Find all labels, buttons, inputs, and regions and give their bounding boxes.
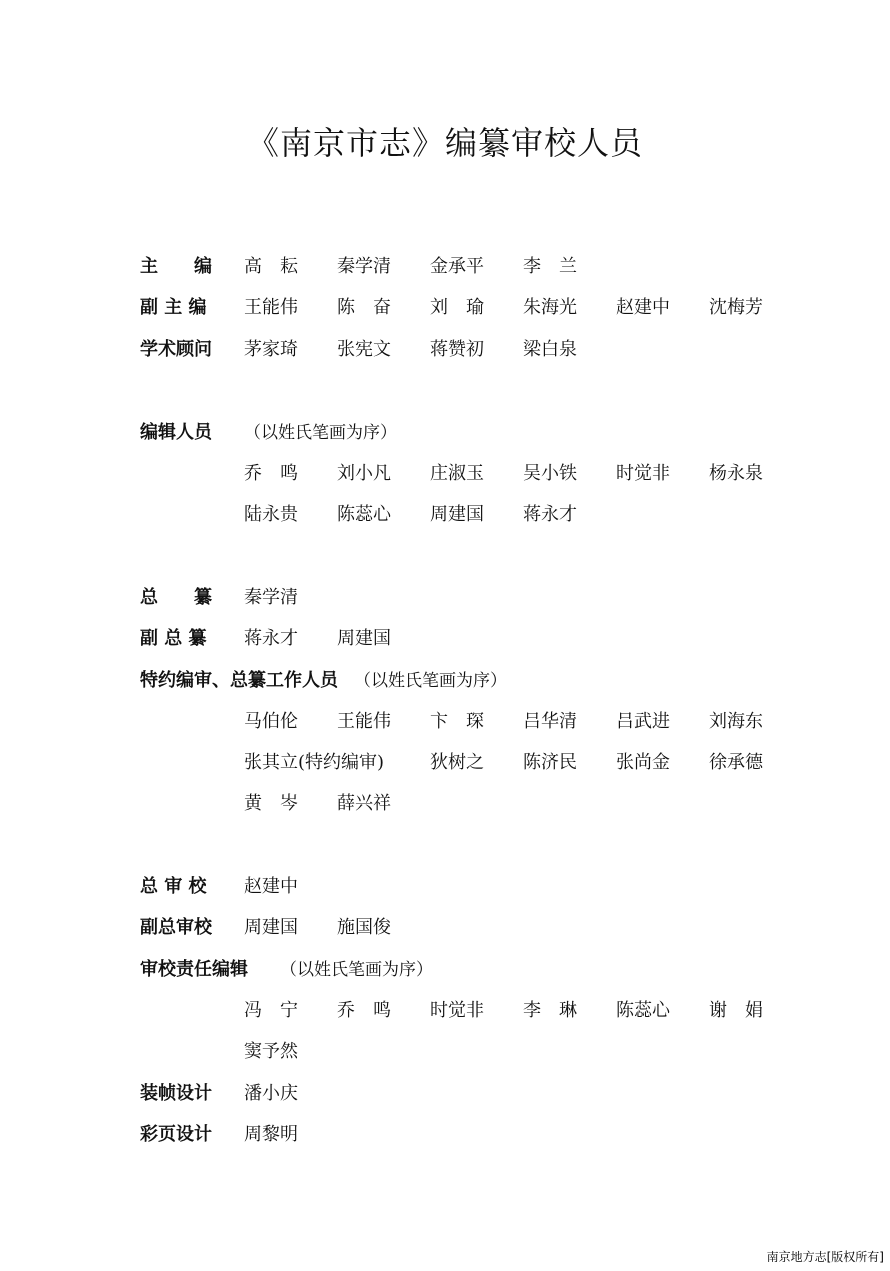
person-name: 黄 岑 [244, 793, 298, 814]
person-name: 陈济民 [523, 752, 577, 773]
person-name: 吴小铁 [523, 463, 577, 484]
person-name: 时觉非 [430, 1000, 484, 1021]
person-name: 卞 琛 [430, 711, 484, 732]
binding-design-label: 装帧设计 [140, 1083, 212, 1104]
person-name: 窦予然 [244, 1041, 298, 1062]
person-name: 金承平 [430, 256, 484, 277]
person-name: 蒋赞初 [430, 339, 484, 360]
proofreading-editors-row-2 [244, 1037, 337, 1067]
special-editors-row-1 [244, 707, 802, 737]
academic-advisors-label: 学术顾问 [140, 339, 212, 360]
person-name: 吕武进 [616, 711, 670, 732]
special-editors-header-row [140, 666, 507, 696]
person-name: 茅家琦 [244, 339, 298, 360]
chief-editors-label: 主 编 [140, 256, 212, 277]
person-name: 蒋永才 [244, 628, 298, 649]
person-name: 吕华清 [523, 711, 577, 732]
person-name: 梁白泉 [523, 339, 577, 360]
proofreading-editors-row-1 [244, 996, 802, 1026]
proofreading-editors-label: 审校责任编辑 [140, 959, 248, 980]
person-name: 高 耘 [244, 256, 298, 277]
color-page-design-label: 彩页设计 [140, 1124, 212, 1145]
editors-row-1 [244, 459, 802, 489]
person-name: 周建国 [337, 628, 391, 649]
person-name: 张尚金 [616, 752, 670, 773]
person-name: 张其立(特约编审) [244, 752, 385, 773]
person-name: 狄树之 [430, 752, 484, 773]
deputy-chief-proofreader-row [140, 913, 430, 943]
proofreading-editors-header-row [140, 955, 433, 985]
person-name: 周建国 [244, 917, 298, 938]
person-name: 马伯伦 [244, 711, 298, 732]
person-name: 秦学清 [244, 587, 298, 608]
page-title: 《南京市志》编纂审校人员 [246, 124, 643, 162]
person-name: 杨永泉 [709, 463, 763, 484]
person-name: 陈 奋 [337, 297, 391, 318]
general-compiler-label: 总 纂 [140, 587, 212, 608]
person-name: 薛兴祥 [337, 793, 391, 814]
person-name: 王能伟 [244, 297, 298, 318]
order-note: （以姓氏笔画为序） [354, 671, 507, 691]
person-name: 张宪文 [337, 339, 391, 360]
person-name: 乔 鸣 [337, 1000, 391, 1021]
person-name: 陈蕊心 [337, 504, 391, 525]
person-name: 王能伟 [337, 711, 391, 732]
person-name: 沈梅芳 [709, 297, 763, 318]
person-name: 时觉非 [616, 463, 670, 484]
deputy-general-compiler-row [140, 624, 430, 654]
person-name: 秦学清 [337, 256, 391, 277]
chief-proofreader-label: 总 审 校 [140, 876, 207, 897]
color-page-design-row [140, 1120, 337, 1150]
order-note: （以姓氏笔画为序） [280, 960, 433, 980]
editors-label: 编辑人员 [140, 422, 212, 443]
chief-proofreader-row [140, 872, 337, 902]
person-name: 周建国 [430, 504, 484, 525]
person-name: 陆永贵 [244, 504, 298, 525]
person-name: 李 兰 [523, 256, 577, 277]
order-note: （以姓氏笔画为序） [244, 423, 397, 443]
binding-design-row [140, 1079, 337, 1109]
person-name: 施国俊 [337, 917, 391, 938]
person-name: 刘海东 [709, 711, 763, 732]
deputy-general-compiler-label: 副 总 纂 [140, 628, 207, 649]
person-name: 冯 宁 [244, 1000, 298, 1021]
special-editors-row-2 [244, 748, 802, 778]
person-name: 谢 娟 [709, 1000, 763, 1021]
special-editors-label: 特约编审、总纂工作人员 [140, 670, 338, 691]
chief-editors-row [140, 252, 616, 282]
editors-header-row [140, 418, 397, 448]
special-editors-row-3 [244, 789, 430, 819]
editors-row-2 [244, 500, 616, 530]
general-compiler-row [140, 583, 337, 613]
person-name: 乔 鸣 [244, 463, 298, 484]
person-name: 徐承德 [709, 752, 763, 773]
person-name: 潘小庆 [244, 1083, 298, 1104]
person-name: 刘 瑜 [430, 297, 484, 318]
deputy-chief-editors-row [140, 293, 802, 323]
person-name: 李 琳 [523, 1000, 577, 1021]
person-name: 刘小凡 [337, 463, 391, 484]
person-name: 赵建中 [616, 297, 670, 318]
deputy-chief-editors-label: 副 主 编 [140, 297, 207, 318]
person-name: 赵建中 [244, 876, 298, 897]
deputy-chief-proofreader-label: 副总审校 [140, 917, 212, 938]
person-name: 庄淑玉 [430, 463, 484, 484]
copyright-footer: 南京地方志[版权所有] [766, 1250, 884, 1264]
person-name: 周黎明 [244, 1124, 298, 1145]
person-name: 蒋永才 [523, 504, 577, 525]
person-name: 朱海光 [523, 297, 577, 318]
person-name: 陈蕊心 [616, 1000, 670, 1021]
academic-advisors-row [140, 335, 616, 365]
